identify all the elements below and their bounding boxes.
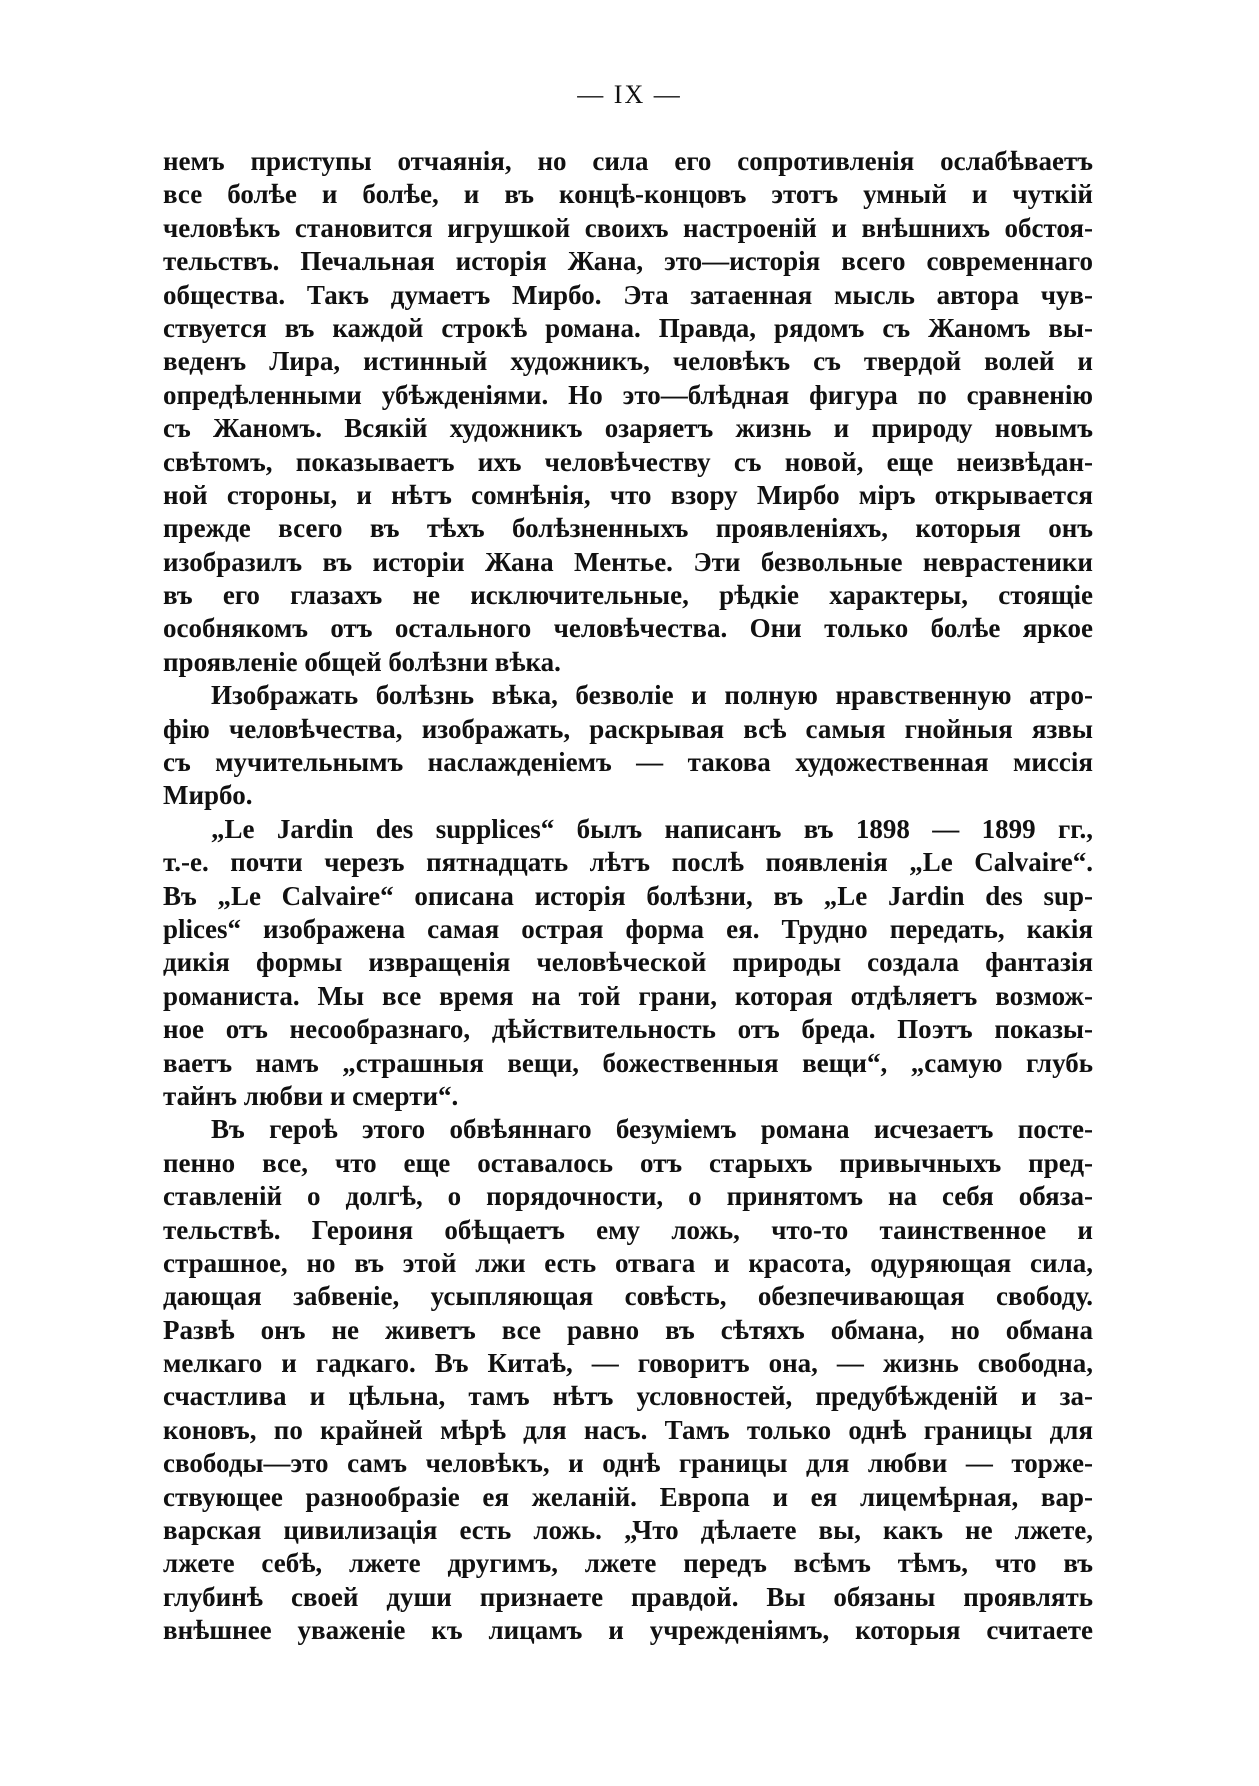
- text-line: тайнъ любви и смерти“.: [163, 1080, 459, 1111]
- text-line: ное отъ несообразнаго, дѣйствительность отъ бреда. Поэтъ показы-: [163, 1014, 1093, 1045]
- text-line: съ Жаномъ. Всякій художникъ озаряетъ жизнь и природу новымъ: [163, 413, 1093, 444]
- text-line: глубинѣ своей души признаете правдой. Вы обязаны проявлять: [163, 1581, 1093, 1612]
- text-line: свѣтомъ, показываетъ ихъ человѣчеству съ новой, еще неизвѣдан-: [163, 446, 1093, 477]
- text-line: страшное, но въ этой лжи есть отвага и красота, одуряющая сила,: [163, 1247, 1093, 1278]
- text-line: Развѣ онъ не живетъ все равно въ сѣтяхъ обмана, но обмана: [163, 1314, 1093, 1345]
- text-line: дающая забвеніе, усыпляющая совѣсть, обезпечивающая свободу.: [163, 1281, 1093, 1312]
- text-line: въ его глазахъ не исключительные, рѣдкіе характеры, стоящіе: [163, 580, 1093, 611]
- text-line: немъ приступы отчаянія, но сила его сопротивленія ослабѣваетъ: [163, 146, 1093, 176]
- text-line: Изображать болѣзнь вѣка, безволіе и полную нравственную атро-: [211, 680, 1093, 711]
- text-line: общества. Такъ думаетъ Мирбо. Эта затаенная мысль автора чув-: [163, 279, 1093, 310]
- text-line: ставленій о долгѣ, о порядочности, о принятомъ на себя обяза-: [163, 1181, 1093, 1212]
- text-line: все болѣе и болѣе, и въ концѣ-концовъ этотъ умный и чуткій: [163, 179, 1093, 210]
- text-line: свободы—это самъ человѣкъ, и однѣ границы для любви — торже-: [163, 1448, 1093, 1479]
- text-line: ной стороны, и нѣтъ сомнѣнія, что взору Мирбо міръ открывается: [163, 479, 1093, 510]
- text-line: изобразилъ въ исторіи Жана Ментье. Эти безвольные неврастеники: [163, 546, 1093, 577]
- text-line: ваетъ намъ „страшныя вещи, божественныя вещи“, „самую глубь: [163, 1047, 1093, 1078]
- text-line: съ мучительнымъ наслажденіемъ — такова художественная миссія: [163, 747, 1093, 778]
- text-line: прежде всего въ тѣхъ болѣзненныхъ проявленіяхъ, которыя онъ: [163, 513, 1093, 544]
- text-line: Въ „Le Calvaire“ описана исторія болѣзни, въ „Le Jardin des sup-: [163, 880, 1093, 911]
- text-line: особнякомъ отъ остального человѣчества. Они только болѣе яркое: [163, 613, 1093, 644]
- page-number: — IX —: [577, 80, 682, 109]
- body-text: [163, 145, 1093, 1648]
- text-line: ствующее разнообразіе ея желаній. Европа и ея лицемѣрная, вар-: [163, 1481, 1093, 1512]
- text-line: опредѣленными убѣжденіями. Но это—блѣдная фигура по сравненію: [163, 379, 1093, 410]
- text-line: внѣшнее уваженіе къ лицамъ и учрежденіямъ, которыя считаете: [163, 1615, 1093, 1646]
- text-line: проявленіе общей болѣзни вѣка.: [163, 646, 561, 677]
- text-line: plices“ изображена самая острая форма ея. Трудно передать, какія: [163, 913, 1093, 944]
- text-line: тельствѣ. Героиня обѣщаетъ ему ложь, что-то таинственное и: [163, 1214, 1093, 1245]
- text-line: романиста. Мы все время на той грани, которая отдѣляетъ возмож-: [163, 980, 1093, 1011]
- text-line: человѣкъ становится игрушкой своихъ настроеній и внѣшнихъ обстоя-: [163, 212, 1093, 243]
- text-line: лжете себѣ, лжете другимъ, лжете передъ всѣмъ тѣмъ, что въ: [163, 1548, 1093, 1579]
- text-line: счастлива и цѣльна, тамъ нѣтъ условностей, предубѣжденій и за-: [163, 1381, 1093, 1412]
- text-line: варская цивилизація есть ложь. „Что дѣлаете вы, какъ не лжете,: [163, 1515, 1093, 1546]
- text-line: тельствъ. Печальная исторія Жана, это—исторія всего современнаго: [163, 246, 1093, 277]
- text-line: т.-е. почти черезъ пятнадцать лѣтъ послѣ появленія „Le Calvaire“.: [163, 847, 1093, 878]
- text-line: пенно все, что еще оставалось отъ старыхъ привычныхъ пред-: [163, 1147, 1093, 1178]
- text-line: Въ героѣ этого обвѣяннаго безуміемъ романа исчезаетъ посте-: [211, 1114, 1093, 1145]
- text-line: ствуется въ каждой строкѣ романа. Правда, рядомъ съ Жаномъ вы-: [163, 312, 1093, 343]
- text-line: мелкаго и гадкаго. Въ Китаѣ, — говоритъ она, — жизнь свободна,: [163, 1348, 1093, 1379]
- text-line: дикія формы извращенія человѣческой природы создала фантазія: [163, 947, 1093, 978]
- text-line: веденъ Лира, истинный художникъ, человѣкъ съ твердой волей и: [163, 346, 1093, 377]
- text-line: „Le Jardin des supplices“ былъ написанъ въ 1898 — 1899 гг.,: [211, 813, 1093, 844]
- text-line: коновъ, по крайней мѣрѣ для насъ. Тамъ только однѣ границы для: [163, 1414, 1093, 1445]
- text-line: Мирбо.: [163, 780, 253, 811]
- text-line: фію человѣчества, изображать, раскрывая всѣ самыя гнойныя язвы: [163, 713, 1093, 744]
